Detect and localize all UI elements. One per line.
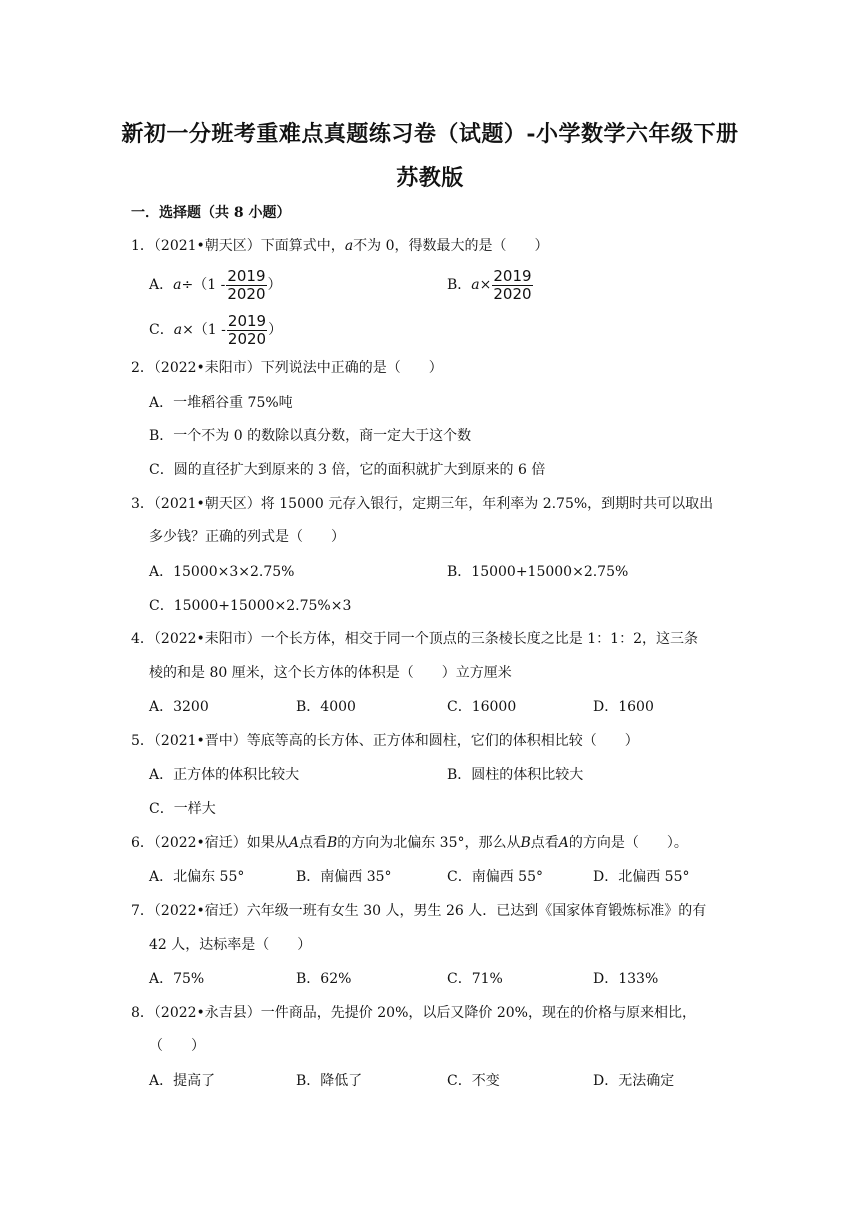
fraction: $\frac{2019}{2020}$ [227,311,267,348]
question-7-option-b: B．62% [296,971,352,987]
fraction: $\frac{2019}{2020}$ [493,266,532,303]
page-title-line-1: 新初一分班考重难点真题练习卷（试题）-小学数学六年级下册 [121,121,739,147]
question-number: 8． [131,1005,154,1021]
question-6-option-d: D．北偏西 55° [593,869,690,885]
question-1-option-a: A．a÷（1 - $\frac{2019}{2020}$ ） [149,266,282,303]
question-3-stem-line-2: 多少钱？正确的列式是（ ） [149,529,345,545]
question-4-option-d: D．1600 [593,699,654,715]
question-8-option-d: D．无法确定 [593,1073,675,1089]
question-7-stem-line-2: 42 人，达标率是（ ） [149,937,312,953]
question-1-option-b: B．a× $\frac{2019}{2020}$ [447,266,532,303]
question-number: 7． [131,903,154,919]
question-6-option-a: A．北偏东 55° [149,869,245,885]
fraction: $\frac{2019}{2020}$ [227,266,266,303]
question-8-option-a: A．提高了 [149,1073,216,1089]
question-number: 3． [131,496,154,512]
question-6-option-c: C．南偏西 55° [447,869,543,885]
question-5-option-c: C．一样大 [149,801,216,817]
question-number: 5． [131,733,154,749]
question-3-option-a: A．15000×3×2.75% [149,564,295,580]
question-3-option-b: B．15000+15000×2.75% [447,564,629,580]
question-2-stem: 2．（2022•耒阳市）下列说法中正确的是（ ） [131,360,443,376]
question-2-option-b: B．一个不为 0 的数除以真分数，商一定大于这个数 [149,428,472,444]
question-5-option-b: B．圆柱的体积比较大 [447,767,584,783]
question-4-option-c: C．16000 [447,699,517,715]
question-7-option-d: D．133% [593,971,659,987]
question-1-option-c: C．a×（1 - $\frac{2019}{2020}$ ） [149,311,283,348]
question-4-option-b: B．4000 [296,699,356,715]
question-number: 6． [131,835,154,851]
question-1-stem: 1．（2021•朝天区）下面算式中，a不为 0，得数最大的是（ ） [131,238,549,254]
question-6-stem: 6．（2022•宿迁）如果从A点看B的方向为北偏东 35°，那么从B点看A的方向是（ ）。 [131,835,688,851]
question-4-option-a: A．3200 [149,699,209,715]
question-7-option-c: C．71% [447,971,503,987]
question-8-option-b: B．降低了 [296,1073,363,1089]
question-4-stem-line-2: 棱的和是 80 厘米，这个长方体的体积是（ ）立方厘米 [149,665,512,681]
question-5-stem: 5．（2021•晋中）等底等高的长方体、正方体和圆柱，它们的体积相比较（ ） [131,733,639,749]
page-title-line-2: 苏教版 [396,165,464,191]
question-8-stem-line-2: （ ） [149,1038,205,1054]
question-4-stem-line-1: 4．（2022•耒阳市）一个长方体，相交于同一个顶点的三条棱长度之比是 1：1：2，这三条 [131,631,698,647]
question-7-stem-line-1: 7．（2022•宿迁）六年级一班有女生 30 人，男生 26 人．已达到《国家体育锻炼标准》的有 [131,903,707,919]
question-3-stem-line-1: 3．（2021•朝天区）将 15000 元存入银行，定期三年，年利率为 2.75%，到期时共可以取出 [131,496,714,512]
question-2-option-c: C．圆的直径扩大到原来的 3 倍，它的面积就扩大到原来的 6 倍 [149,462,546,478]
question-8-stem-line-1: 8．（2022•永吉县）一件商品，先提价 20%，以后又降价 20%，现在的价格与原来相比， [131,1005,696,1021]
question-3-option-c: C．15000+15000×2.75%×3 [149,598,352,614]
question-7-option-a: A．75% [149,971,205,987]
section-heading: 一．选择题（共 8 小题） [131,205,291,221]
question-5-option-a: A．正方体的体积比较大 [149,767,300,783]
question-6-option-b: B．南偏西 35° [296,869,392,885]
question-2-option-a: A．一堆稻谷重 75%吨 [149,395,293,411]
question-number: 2． [131,360,154,376]
question-8-option-c: C．不变 [447,1073,500,1089]
question-number: 1． [131,238,154,254]
question-number: 4． [131,631,154,647]
